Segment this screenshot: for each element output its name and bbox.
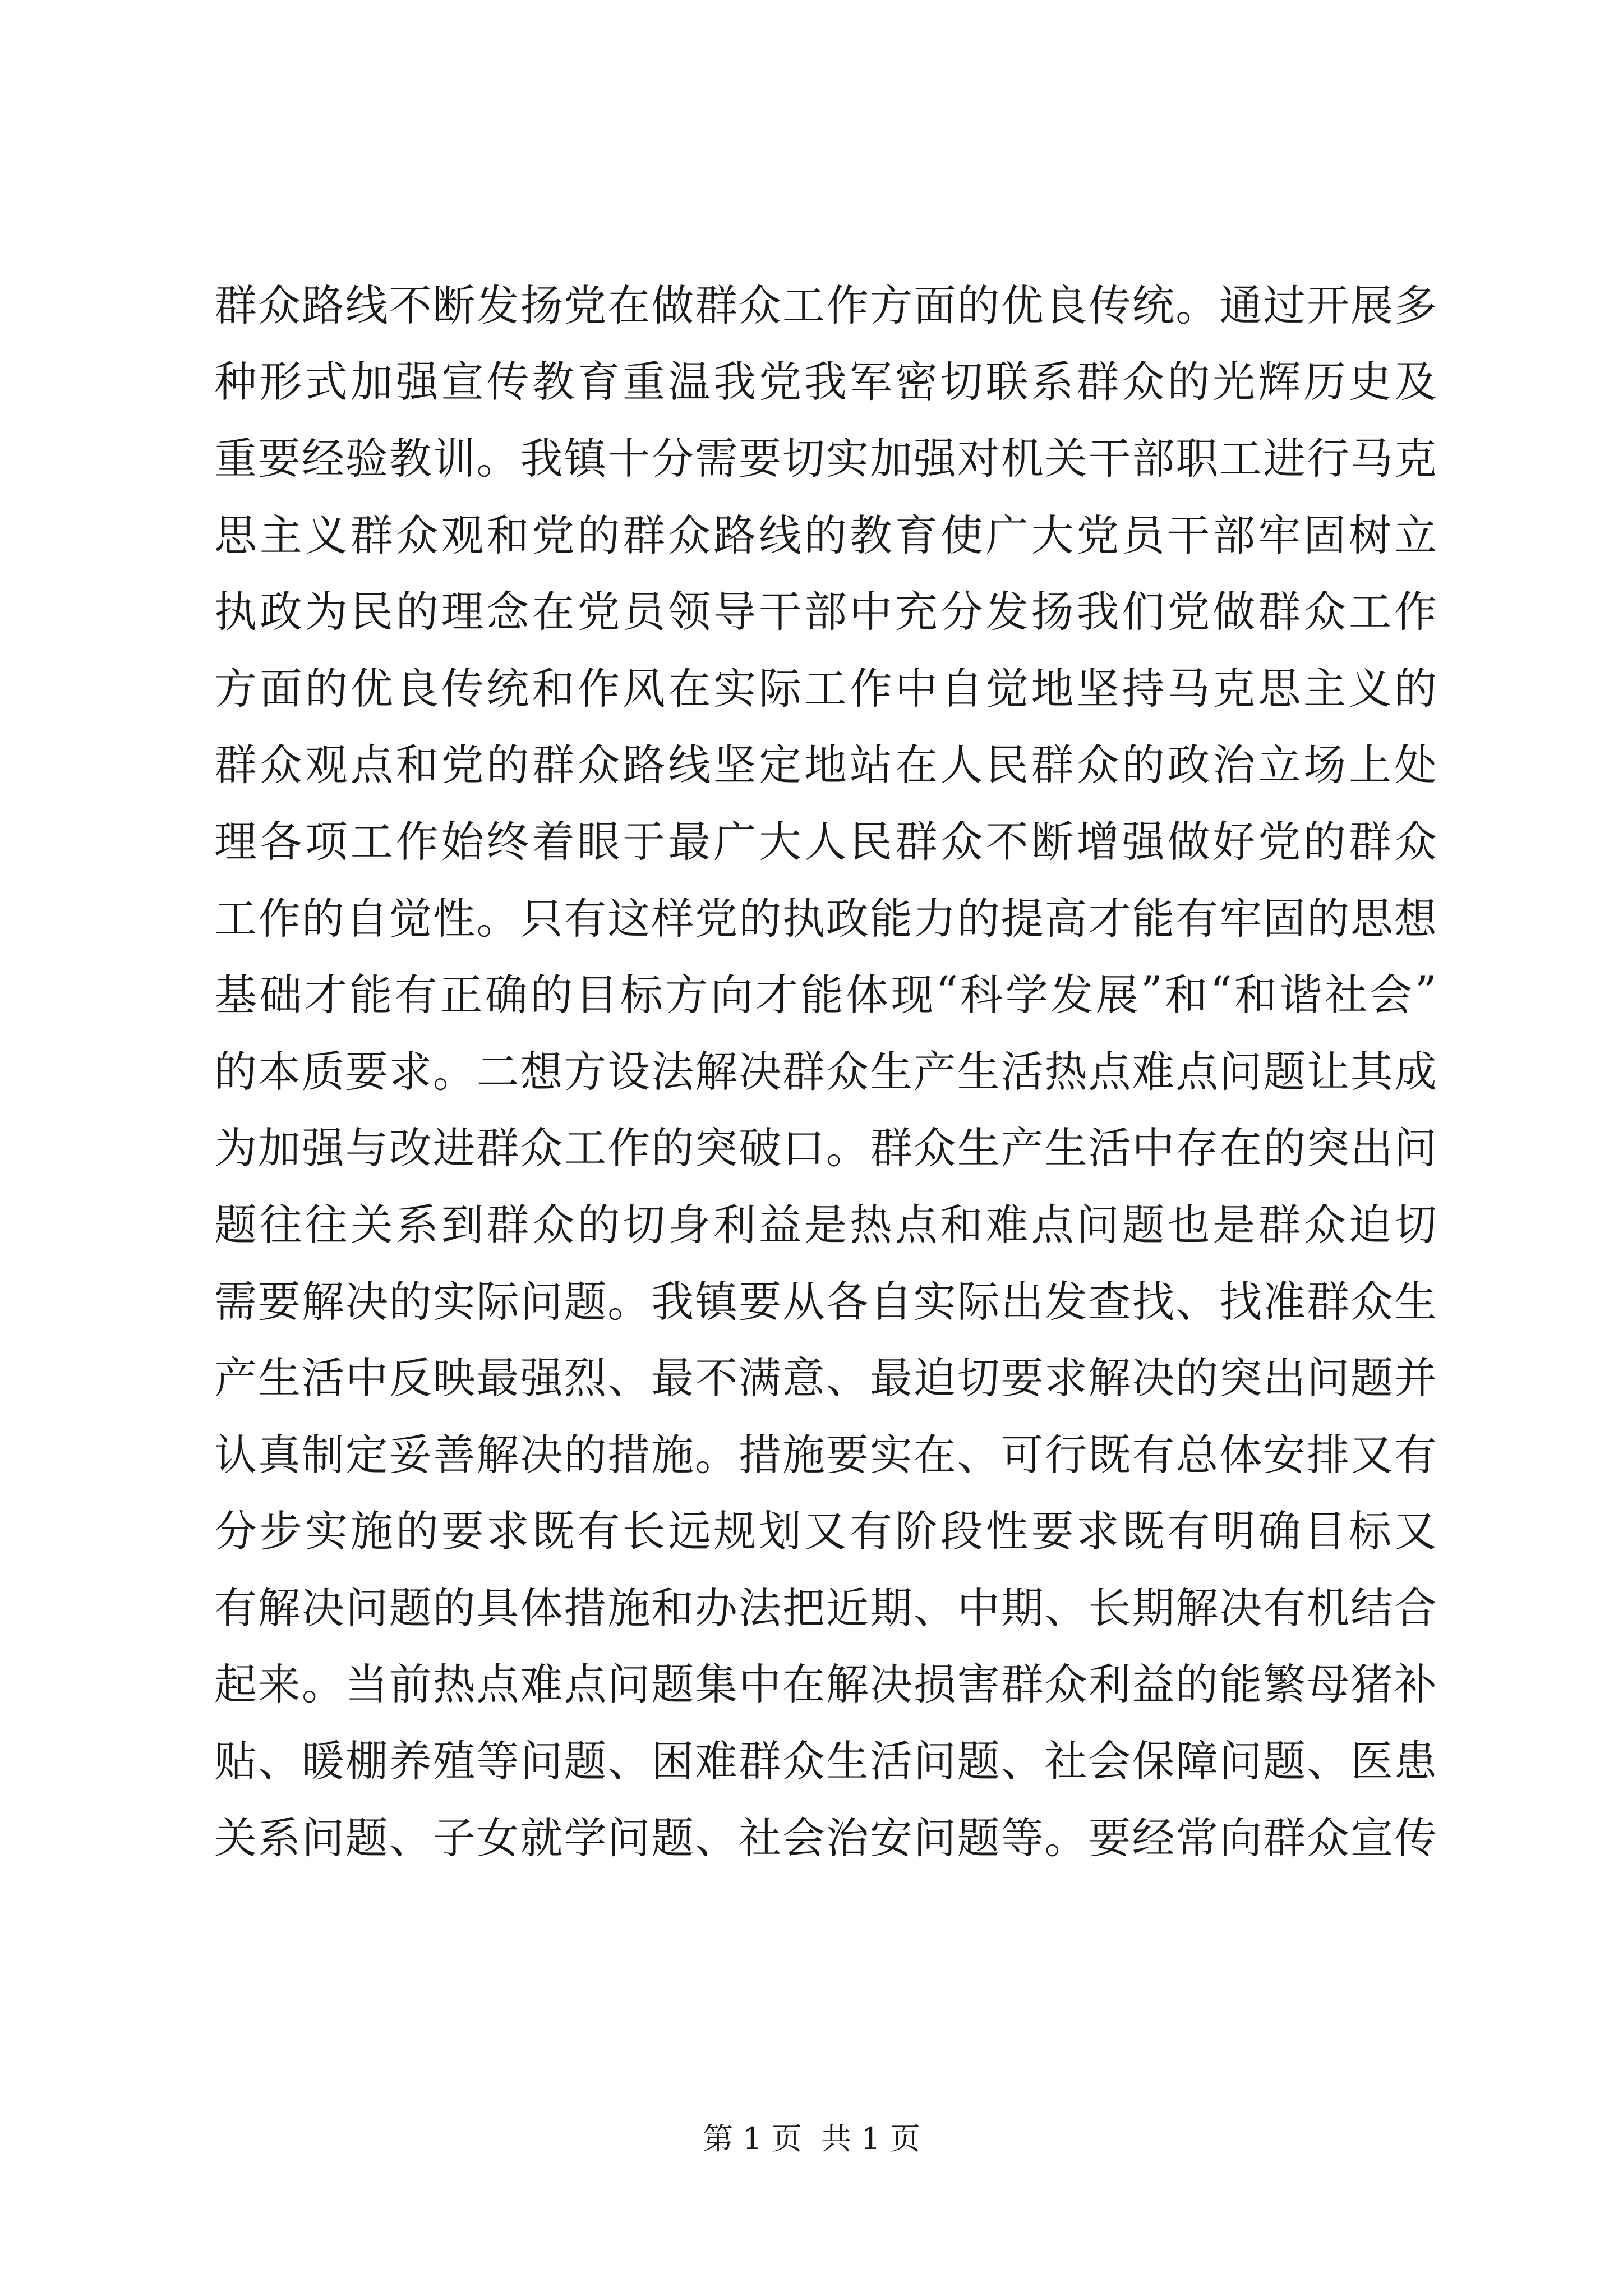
text-line: 重 要 经 验 教 训 。 我 镇 十 分 需 要 切 实 加 强 对 机 关 干 部 职 工 进 行 马 克 <box>214 433 1437 484</box>
page-footer: 第 1 页 共 1 页 <box>703 2121 920 2156</box>
text-line: 基 础 才 能 有 正 确 的 目 标 方 向 才 能 体 现 “ 科 学 发 展 ” 和 “ 和 谐 社 会 ” <box>214 967 1437 1020</box>
text-line: 种 形 式 加 强 宣 传 教 育 重 温 我 党 我 军 密 切 联 系 群 众 的 光 辉 历 史 及 <box>214 357 1437 407</box>
text-line: 的 本 质 要 求 。 二 想 方 设 法 解 决 群 众 生 产 生 活 热 点 难 点 问 题 让 其 成 <box>214 1046 1437 1097</box>
text-line: 需 要 解 决 的 实 际 问 题 。 我 镇 要 从 各 自 实 际 出 发 查 找 、 找 准 群 众 生 <box>214 1276 1437 1327</box>
text-line: 方 面 的 优 良 传 统 和 作 风 在 实 际 工 作 中 自 觉 地 坚 持 马 克 思 主 义 的 <box>214 663 1437 714</box>
text-line: 题 往 往 关 系 到 群 众 的 切 身 利 益 是 热 点 和 难 点 问 题 也 是 群 众 迫 切 <box>214 1199 1437 1250</box>
text-line: 执 政 为 民 的 理 念 在 党 员 领 导 干 部 中 充 分 发 扬 我 们 党 做 群 众 工 作 <box>214 587 1437 637</box>
text-line: 理 各 项 工 作 始 终 着 眼 于 最 广 大 人 民 群 众 不 断 增 强 做 好 党 的 群 众 <box>214 816 1437 867</box>
text-line: 关 系 问 题 、 子 女 就 学 问 题 、 社 会 治 安 问 题 等 。 要 经 常 向 群 众 宣 传 <box>214 1812 1437 1863</box>
text-line: 思 主 义 群 众 观 和 党 的 群 众 路 线 的 教 育 使 广 大 党 员 干 部 牢 固 树 立 <box>214 510 1437 560</box>
text-line: 起 来 。 当 前 热 点 难 点 问 题 集 中 在 解 决 损 害 群 众 利 益 的 能 繁 母 猪 补 <box>214 1659 1437 1710</box>
text-line: 分 步 实 施 的 要 求 既 有 长 远 规 划 又 有 阶 段 性 要 求 既 有 明 确 目 标 又 <box>214 1506 1437 1557</box>
text-line: 工 作 的 自 觉 性 。 只 有 这 样 党 的 执 政 能 力 的 提 高 才 能 有 牢 固 的 思 想 <box>214 893 1437 944</box>
text-line: 为 加 强 与 改 进 群 众 工 作 的 突 破 口 。 群 众 生 产 生 活 中 存 在 的 突 出 问 <box>214 1123 1437 1174</box>
text-line: 产 生 活 中 反 映 最 强 烈 、 最 不 满 意 、 最 迫 切 要 求 解 决 的 突 出 问 题 并 <box>214 1353 1437 1404</box>
text-line: 认 真 制 定 妥 善 解 决 的 措 施 。 措 施 要 实 在 、 可 行 既 有 总 体 安 排 又 有 <box>214 1429 1437 1480</box>
text-line: 群 众 观 点 和 党 的 群 众 路 线 坚 定 地 站 在 人 民 群 众 的 政 治 立 场 上 处 <box>214 740 1437 790</box>
body-paragraph <box>214 264 1437 1872</box>
text-line: 有 解 决 问 题 的 具 体 措 施 和 办 法 把 近 期 、 中 期 、 长 期 解 决 有 机 结 合 <box>214 1582 1437 1633</box>
text-line: 贴 、 暖 棚 养 殖 等 问 题 、 困 难 群 众 生 活 问 题 、 社 会 保 障 问 题 、 医 患 <box>214 1736 1437 1787</box>
text-line: 群 众 路 线 不 断 发 扬 党 在 做 群 众 工 作 方 面 的 优 良 传 统 。 通 过 开 展 多 <box>214 280 1437 330</box>
